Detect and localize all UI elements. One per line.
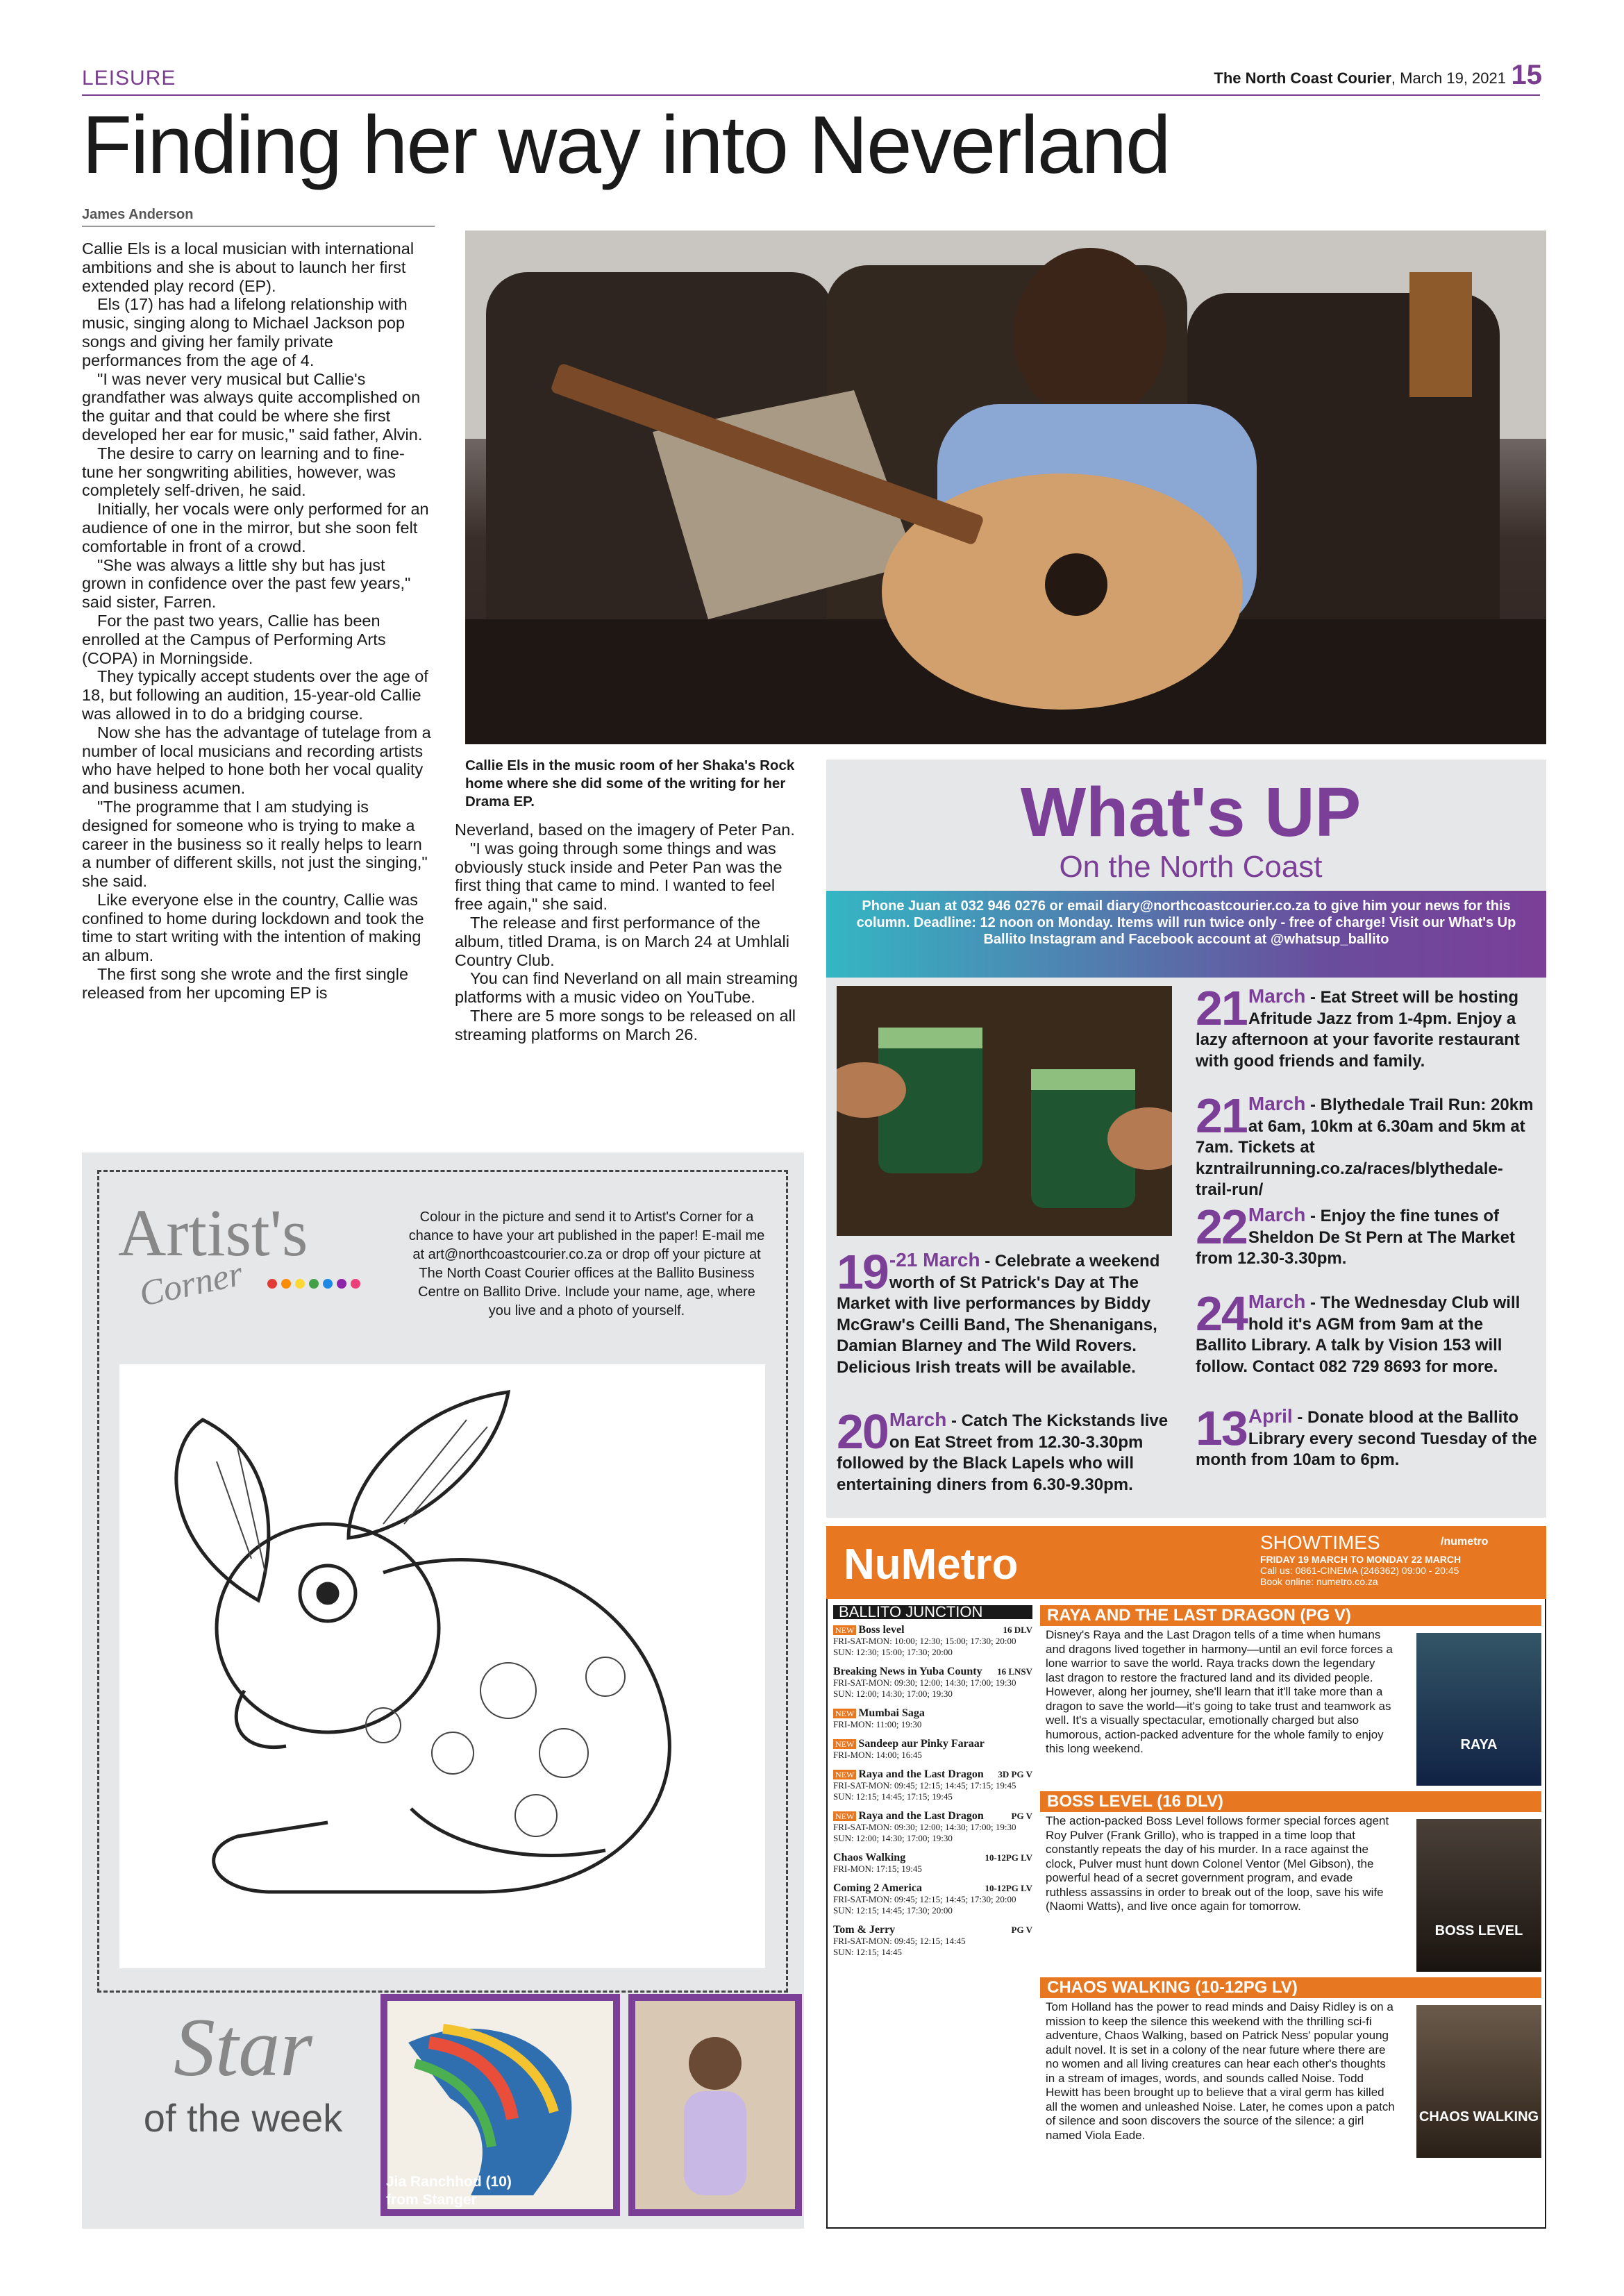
event-day: 19 xyxy=(837,1245,888,1299)
event-text: - Eat Street will be hosting Afritude Jazz from 1-4pm. Enjoy a lazy afternoon at your favorite restaurant with good friends and family. xyxy=(1196,988,1520,1071)
event-item xyxy=(1196,1200,1537,1270)
event-month: March xyxy=(1248,1093,1306,1114)
event-text: - The Wednesday Club will hold it's AGM from 9am at the Ballito Library. A talk by Vision 153 will follow. Contact 082 729 8693 for more. xyxy=(1196,1293,1521,1376)
paragraph: Callie Els is a local musician with international ambitions and she is about to launch her first extended play record (EP). xyxy=(82,240,415,295)
movie-times: FRI-MON: 14:00; 16:45 xyxy=(833,1750,922,1760)
list-item xyxy=(833,1883,1032,1916)
list-item xyxy=(833,1625,1032,1658)
color-dots xyxy=(267,1279,365,1292)
whats-up-title: What's UP xyxy=(1020,773,1362,851)
article-column-2 xyxy=(455,821,802,1044)
showtimes-block xyxy=(1260,1532,1461,1587)
review-body: Disney's Raya and the Last Dragon tells of a time when humans and dragons lived together in harmony—until an evil force forces a lone warrior to save the world. Raya tracks down the legendary last dragon to restore the fractured land and its divided people. However, along her journey, she'll learn that it'll take more than a dragon to save the world—it's going to take trust and teamwork as well. It's a visually spectacular, emotionally charged but also humorous, action-packed adventure for the whole family to enjoy this long weekend. xyxy=(1046,1628,1393,1755)
event-item xyxy=(1196,1401,1537,1471)
paragraph: They typically accept students over the age of 18, but following an audition, 15-year-old Callie was allowed in to do a bridging course. xyxy=(82,667,428,723)
dot xyxy=(337,1279,346,1289)
review xyxy=(1040,1605,1541,1786)
article-column-1 xyxy=(82,240,433,1003)
paragraph: You can find Neverland on all main streaming platforms with a music video on YouTube. xyxy=(455,969,798,1007)
list-item xyxy=(833,1666,1032,1700)
paragraph: "She was always a little shy but has just grown in confidence over the past few years," said sister, Farren. xyxy=(82,555,411,612)
movie-cert: 10-12PG LV xyxy=(985,1852,1032,1863)
event-item xyxy=(837,1245,1177,1378)
paragraph: "I was going through some things and was obviously stuck inside and Peter Pan was the first thing that came to mind. I wanted to feel free again," she said. xyxy=(455,839,782,914)
top-rule xyxy=(82,94,1540,96)
paragraph: The first song she wrote and the first single released from her upcoming EP is xyxy=(82,965,409,1002)
social-handle: /numetro xyxy=(1441,1536,1489,1548)
whats-up-contact-band: Phone Juan at 032 946 0276 or email diary@northcoastcourier.co.za to give him your news for this column. Deadline: 12 noon on Monday. Items will run twice only - free of charge! Visit our What's Up Ballito Instagram and Facebook account at @whatsup_ballito xyxy=(826,891,1546,978)
headline: Finding her way into Neverland xyxy=(82,99,1170,191)
dot xyxy=(267,1279,277,1289)
paragraph: Els (17) has had a lifelong relationship with music, singing along to Michael Jackson pop songs and giving her family private performances from the age of 4. xyxy=(82,295,408,369)
section-label: LEISURE xyxy=(82,67,176,90)
paragraph: Initially, her vocals were only performed for an audience of one in the mirror, but she soon felt comfortable in front of a crowd. xyxy=(82,500,429,555)
new-badge: NEW xyxy=(833,1625,856,1635)
star-caption xyxy=(386,2173,512,2209)
dot xyxy=(351,1279,360,1289)
list-item xyxy=(833,1811,1032,1844)
dot xyxy=(309,1279,319,1289)
movie-name: Chaos Walking xyxy=(833,1852,906,1863)
event-text: - Donate blood at the Ballito Library every second Tuesday of the month from 10am to 6pm. xyxy=(1196,1408,1537,1469)
list-item xyxy=(833,1925,1032,1958)
paper-name: The North Coast Courier xyxy=(1214,69,1391,87)
whats-up-logo xyxy=(1007,773,1375,885)
event-day: 24 xyxy=(1196,1287,1247,1341)
movie-times: FRI-MON: 17:15; 19:45 xyxy=(833,1863,922,1874)
event-month: March xyxy=(1248,1204,1306,1225)
movie-cert: PG V xyxy=(1011,1811,1032,1821)
event-item xyxy=(1196,1287,1537,1377)
artists-corner-instructions: Colour in the picture and send it to Artist's Corner for a chance to have your art published in the paper! E-mail me at art@northcoastcourier.co.za or drop off your picture at The North Coast Courier offices at the Ballito Business Centre on Ballito Drive. Include your name, age, where you live and a photo of yourself. xyxy=(408,1209,765,1318)
review xyxy=(1040,1977,1541,2158)
list-item xyxy=(833,1769,1032,1802)
movie-times: FRI-SAT-MON: 09:45; 12:15; 14:45 xyxy=(833,1936,966,1946)
movie-times: FRI-SAT-MON: 09:30; 12:00; 14:30; 17:00; 19:30 xyxy=(833,1822,1016,1832)
event-item xyxy=(1196,1089,1537,1201)
showtimes-dates: FRIDAY 19 MARCH TO MONDAY 22 MARCH xyxy=(1260,1554,1462,1565)
article-photo xyxy=(465,231,1546,744)
star-title: Star xyxy=(173,2001,313,2093)
movie-name: Breaking News in Yuba County xyxy=(833,1666,982,1677)
event-month: March xyxy=(1248,1291,1306,1312)
event-month: April xyxy=(1248,1405,1293,1427)
paragraph: "I was never very musical but Callie's grandfather was always quite accomplished on the guitar and that could be where she first developed her ear for music," said father, Alvin. xyxy=(82,369,423,444)
photo-caption: Callie Els in the music room of her Shaka's Rock home where she did some of the writing for her Drama EP. xyxy=(465,757,795,810)
list-item xyxy=(833,1852,1032,1875)
whats-up-subtitle: On the North Coast xyxy=(1059,850,1323,884)
colouring-picture xyxy=(119,1364,765,1968)
review xyxy=(1040,1791,1541,1972)
paragraph: Now she has the advantage of tutelage from a number of local musicians and recording artists who have helped to hone both her vocal quality and business acumen. xyxy=(82,723,431,798)
event-text: - Blythedale Trail Run: 20km at 6am, 10km at 6.30am and 5km at 7am. Tickets at kzntrailrunning.co.za/races/blythedale-trail-run/ xyxy=(1196,1096,1534,1199)
event-day: 13 xyxy=(1196,1401,1247,1455)
event-day: 20 xyxy=(837,1405,888,1459)
review-body: Tom Holland has the power to read minds and Daisy Ridley is on a mission to keep the silence this weekend with the thrilling sci-fi adventure, Chaos Walking, based on Patrick Ness' popular young adult novel. It is set in a colony of the near future where there are no women and all living creatures can hear each other's thoughts in a stream of images, words, and sounds called Noise. Todd Hewitt has been brought up to believe that a viral germ has killed all the women and unleashed Noise. Later, he comes upon a patch of silence and soon discovers the source of the silence: a girl named Viola Eade. xyxy=(1046,2000,1395,2142)
movie-name: Coming 2 America xyxy=(833,1882,922,1894)
event-text: - Catch The Kickstands live on Eat Street from 12.30-3.30pm followed by the Black Lapels who will entertaining diners from 6.30-9.30pm. xyxy=(837,1411,1169,1494)
movie-times-sun: SUN: 12:30; 15:00; 17:30; 20:00 xyxy=(833,1647,953,1657)
dot xyxy=(323,1279,333,1289)
movie-cert: 16 DLV xyxy=(1003,1625,1032,1635)
paragraph: The desire to carry on learning and to fine-tune her songwriting abilities, however, was completely self-driven, he said. xyxy=(82,444,405,500)
event-month: March xyxy=(889,1409,947,1430)
movie-name: Raya and the Last Dragon xyxy=(858,1768,984,1780)
star-photo xyxy=(628,1994,802,2216)
photo-illustration xyxy=(465,231,1546,744)
list-item xyxy=(833,1708,1032,1730)
artists-corner-logo: Artist's xyxy=(118,1196,308,1270)
showtimes-book: Book online: numetro.co.za xyxy=(1260,1576,1378,1587)
event-text: - Celebrate a weekend worth of St Patrick's Day at The Market with live performances by Biddy McGraw's Ceilli Band, The Shenanigans, Damian Blarney and The Wild Rovers. Delicious Irish treats will be available. xyxy=(837,1252,1160,1377)
star-subtitle: of the week xyxy=(143,2096,343,2140)
showtimes-title: SHOWTIMES xyxy=(1260,1532,1380,1553)
masthead xyxy=(1214,69,1506,87)
fawn-outline-drawing xyxy=(119,1364,765,1968)
paragraph: Like everyone else in the country, Callie was confined to home during lockdown and took the time to start writing with the intention of making an album. xyxy=(82,890,424,965)
new-badge: NEW xyxy=(833,1709,856,1718)
list-item xyxy=(833,1738,1032,1761)
child-portrait-illustration xyxy=(635,2001,795,2209)
movie-times-sun: SUN: 12:00; 14:30; 17:00; 19:30 xyxy=(833,1833,953,1843)
movie-times: FRI-SAT-MON: 09:45; 12:15; 14:45; 17:15; 19:45 xyxy=(833,1780,1016,1791)
paragraph: Neverland, based on the imagery of Peter Pan. xyxy=(455,821,795,839)
star-of-the-week-logo xyxy=(104,2000,382,2140)
dot xyxy=(281,1279,291,1289)
movie-poster: BOSS LEVEL xyxy=(1416,1819,1541,1972)
movie-cert: 16 LNSV xyxy=(997,1666,1032,1677)
event-day: 21 xyxy=(1196,1089,1247,1143)
venue-header: BALLITO JUNCTION xyxy=(833,1605,1032,1619)
movie-cert: 3D PG V xyxy=(998,1769,1032,1779)
byline: James Anderson xyxy=(82,207,435,227)
event-item xyxy=(837,1405,1177,1495)
movie-times-sun: SUN: 12:15; 14:45; 17:15; 19:45 xyxy=(833,1791,953,1802)
numetro-logo: NuMetro xyxy=(844,1541,1019,1589)
movie-name: Tom & Jerry xyxy=(833,1924,896,1936)
event-item xyxy=(1196,981,1537,1072)
pub-photo xyxy=(837,986,1172,1236)
movie-name: Mumbai Saga xyxy=(858,1707,925,1719)
new-badge: NEW xyxy=(833,1739,856,1749)
star-caption-name: Jia Ranchhod (10) xyxy=(386,2174,512,2190)
movie-name: Sandeep aur Pinky Faraar xyxy=(858,1738,985,1750)
artists-corner-logo-sub: Corner xyxy=(135,1254,246,1314)
movie-cert: PG V xyxy=(1011,1925,1032,1935)
paragraph: The release and first performance of the album, titled Drama, is on March 24 at Umhlali Country Club. xyxy=(455,913,789,969)
paragraph: For the past two years, Callie has been enrolled at the Campus of Performing Arts (COPA) in Morningside. xyxy=(82,611,386,667)
star-caption-place: from Stanger xyxy=(386,2192,477,2208)
movie-poster: CHAOS WALKING xyxy=(1416,2005,1541,2158)
review-heading: CHAOS WALKING (10-12PG LV) xyxy=(1040,1977,1541,1998)
movie-times-sun: SUN: 12:15; 14:45 xyxy=(833,1947,902,1957)
review-body: The action-packed Boss Level follows former special forces agent Roy Pulver (Frank Grillo), who is trapped in a time loop that constantly repeats the day of his murder. In a race against the clock, Pulver must hunt down Colonel Ventor (Mel Gibson), the powerful head of a secret government program, and evade ruthless assassins in order to break out of the loop, save his wife (Naomi Watts), and live once again for tomorrow. xyxy=(1046,1814,1389,1913)
new-badge: NEW xyxy=(833,1770,856,1779)
event-month: March xyxy=(1248,985,1306,1007)
movie-name: Boss level xyxy=(858,1624,905,1636)
paragraph: There are 5 more songs to be released on all streaming platforms on March 26. xyxy=(455,1006,796,1044)
event-text: - Enjoy the fine tunes of Sheldon De St Pern at The Market from 12.30-3.30pm. xyxy=(1196,1207,1515,1268)
movie-name: Raya and the Last Dragon xyxy=(858,1810,984,1822)
paragraph: "The programme that I am studying is designed for someone who is trying to make a career in the business so it really helps to learn a number of different skills, not just the singing," she said. xyxy=(82,797,428,891)
movie-reviews xyxy=(1040,1605,1541,2163)
event-day: 21 xyxy=(1196,981,1247,1035)
movie-times: FRI-SAT-MON: 09:30; 12:00; 14:30; 17:00; 19:30 xyxy=(833,1677,1016,1688)
showtimes-list xyxy=(833,1605,1032,1966)
issue-date: , March 19, 2021 xyxy=(1391,69,1506,87)
review-heading: BOSS LEVEL (16 DLV) xyxy=(1040,1791,1541,1812)
event-month: -21 March xyxy=(889,1249,980,1271)
event-day: 22 xyxy=(1196,1200,1247,1254)
showtimes-call: Call us: 0861-CINEMA (246362) 09:00 - 20:45 xyxy=(1260,1565,1459,1576)
movie-times: FRI-SAT-MON: 10:00; 12:30; 15:00; 17:30; 20:00 xyxy=(833,1636,1016,1646)
page-number: 15 xyxy=(1511,60,1542,90)
movie-poster: RAYA xyxy=(1416,1633,1541,1786)
movie-times-sun: SUN: 12:00; 14:30; 17:00; 19:30 xyxy=(833,1689,953,1699)
movie-times: FRI-SAT-MON: 09:45; 12:15; 14:45; 17:30; 20:00 xyxy=(833,1894,1016,1904)
movie-cert: 10-12PG LV xyxy=(985,1883,1032,1893)
dot xyxy=(295,1279,305,1289)
new-badge: NEW xyxy=(833,1811,856,1821)
review-heading: RAYA AND THE LAST DRAGON (PG V) xyxy=(1040,1605,1541,1626)
movie-times-sun: SUN: 12:15; 14:45; 17:30; 20:00 xyxy=(833,1905,953,1916)
beer-glasses-illustration xyxy=(837,986,1172,1236)
movie-times: FRI-MON: 11:00; 19:30 xyxy=(833,1719,922,1729)
